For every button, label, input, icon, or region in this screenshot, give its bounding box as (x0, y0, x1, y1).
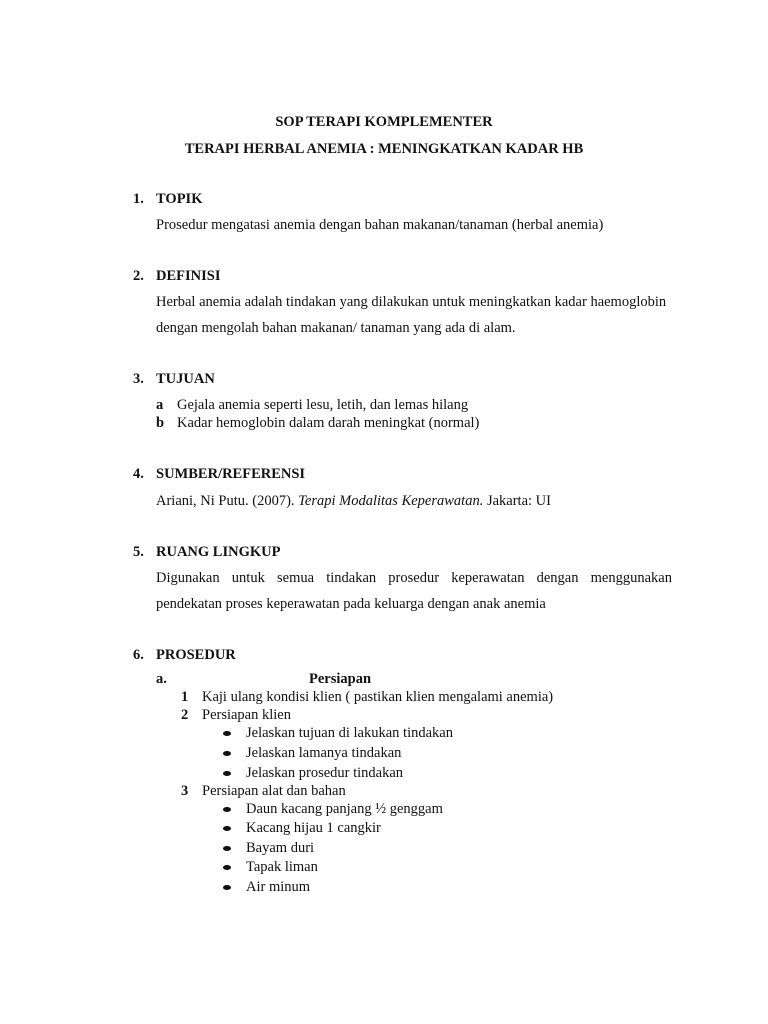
ruang-lingkup-line-2: pendekatan proses keperawatan pada keluarga dengan anak anemia (156, 596, 546, 612)
section-number: 2. (133, 268, 144, 284)
section-number: 1. (133, 191, 144, 207)
reference-author: Ariani, Ni Putu. (2007). (156, 493, 295, 509)
section-number: 6. (133, 647, 144, 663)
tujuan-item-letter: b (156, 415, 165, 431)
document-title: SOP TERAPI KOMPLEMENTER (275, 114, 493, 130)
section-heading-definisi: DEFINISI (156, 268, 221, 284)
section-number: 5. (133, 544, 144, 560)
bullet-icon (223, 846, 231, 851)
definisi-line-1: Herbal anemia adalah tindakan yang dilakukan untuk meningkatkan kadar haemoglobin (156, 294, 667, 310)
bullet-item: Air minum (246, 879, 311, 895)
bullet-icon (223, 731, 231, 736)
document-subtitle: TERAPI HERBAL ANEMIA : MENINGKATKAN KADAR HB (184, 141, 584, 157)
bullet-icon (223, 771, 231, 776)
tujuan-item-letter: a (156, 397, 164, 413)
section-heading-tujuan: TUJUAN (156, 371, 215, 387)
bullet-item: Kacang hijau 1 cangkir (246, 820, 381, 836)
section-number: 3. (133, 371, 144, 387)
step-text: Kaji ulang kondisi klien ( pastikan klien mengalami anemia) (202, 689, 554, 705)
section-number: 4. (133, 466, 144, 482)
bullet-item: Tapak liman (246, 859, 318, 875)
tujuan-item-text: Gejala anemia seperti lesu, letih, dan lemas hilang (177, 397, 469, 413)
bullet-icon (223, 826, 231, 831)
section-heading-sumber: SUMBER/REFERENSI (156, 466, 306, 482)
bullet-item: Daun kacang panjang ½ genggam (246, 801, 443, 817)
bullet-item: Jelaskan prosedur tindakan (246, 765, 404, 781)
bullet-icon (223, 885, 231, 890)
step-number: 1 (181, 689, 189, 705)
bullet-icon (223, 807, 231, 812)
topik-text: Prosedur mengatasi anemia dengan bahan makanan/tanaman (herbal anemia) (156, 217, 604, 233)
definisi-line-2: dengan mengolah bahan makanan/ tanaman yang ada di alam. (156, 320, 516, 336)
reference-citation (156, 494, 551, 509)
prosedur-subheading: Persiapan (309, 671, 372, 687)
bullet-icon (223, 751, 231, 756)
step-text: Persiapan klien (202, 707, 291, 723)
prosedur-sub-letter: a. (156, 671, 167, 687)
bullet-icon (223, 865, 231, 870)
reference-publisher: Jakarta: UI (486, 493, 551, 509)
section-heading-ruang-lingkup: RUANG LINGKUP (156, 544, 281, 560)
section-heading-topik: TOPIK (156, 191, 203, 207)
section-heading-prosedur: PROSEDUR (156, 647, 236, 663)
ruang-lingkup-line-1: Digunakan untuk semua tindakan prosedur keperawatan dengan menggunakan (156, 570, 672, 586)
bullet-item: Jelaskan lamanya tindakan (246, 745, 402, 761)
bullet-item: Bayam duri (246, 840, 315, 856)
bullet-item: Jelaskan tujuan di lakukan tindakan (246, 725, 453, 741)
step-number: 2 (181, 707, 189, 723)
reference-title: Terapi Modalitas Keperawatan. (298, 493, 484, 509)
step-text: Persiapan alat dan bahan (202, 783, 346, 799)
step-number: 3 (181, 783, 189, 799)
tujuan-item-text: Kadar hemoglobin dalam darah meningkat (normal) (177, 415, 480, 431)
